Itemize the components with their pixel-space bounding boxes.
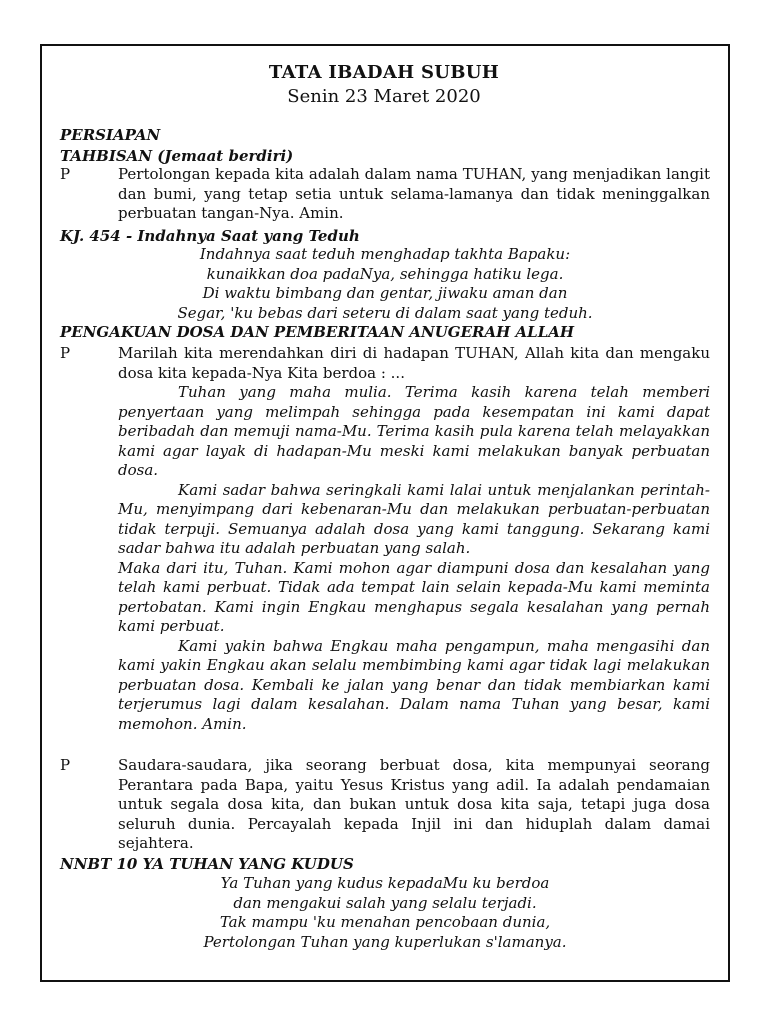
verse-line: Ya Tuhan yang kudus kepadaMu ku berdoa	[220, 874, 550, 892]
page-date: Senin 23 Maret 2020	[287, 86, 481, 107]
verse-line: Pertolongan Tuhan yang kuperlukan s'lamanya.	[203, 932, 567, 951]
heading-pengakuan-dosa: PENGAKUAN DOSA DAN PEMBERITAAN ANUGERAH ALLAH	[60, 323, 575, 341]
speaker-marker: P	[60, 165, 71, 183]
verse-line: Tak mampu 'ku menahan pencobaan dunia,	[219, 913, 551, 931]
speaker-marker: P	[60, 344, 71, 362]
speaker-marker: P	[60, 756, 71, 774]
prayer-paragraph-2: Kami sadar bahwa seringkali kami lalai untuk menjalankan perintah-Mu, menyimpang dari kebenaran-Mu dan melakukan perbuatan-perbuatan tidak terpuji. Semuanya adalah dosa yang kami tanggung. Sekarang kami sadar bahwa itu adalah perbuatan yang salah.	[118, 480, 710, 557]
heading-nnbt-10: NNBT 10 YA TUHAN YANG KUDUS	[60, 855, 354, 873]
anugerah-text: Saudara-saudara, jika seorang berbuat dosa, kita mempunyai seorang Perantara pada Bapa, yaitu Yesus Kristus yang adil. Ia adalah pendamaian untuk segala dosa kita, dan bukan untuk dosa kita saja, tetapi juga dosa seluruh dunia. Percayalah kepada Injil ini dan hiduplah dalam damai sejahtera.	[118, 756, 710, 852]
hymn-verse-nnbt	[60, 874, 710, 952]
verse-line: kunaikkan doa padaNya, sehingga hatiku lega.	[206, 264, 564, 283]
prayer-paragraph-1: Tuhan yang maha mulia. Terima kasih karena telah memberi penyertaan yang melimpah sehingga pada kesempatan ini kami dapat beribadah dan memuji nama-Mu. Terima kasih pula karena telah melayakkan kami agar layak di hadapan-Mu meski kami melakukan banyak perbuatan dosa.	[118, 383, 710, 479]
pengakuan-intro: Marilah kita merendahkan diri di hadapan TUHAN, Allah kita dan mengaku dosa kita kepada-Nya Kita berdoa : ...	[118, 344, 710, 382]
prayer-paragraph-4: Kami yakin bahwa Engkau maha pengampun, maha mengasihi dan kami yakin Engkau akan selalu membimbing kami agar tidak lagi melakukan perbuatan dosa. Kembali ke jalan yang benar dan tidak membiarkan kami terjerumus lagi dalam kesalahan. Dalam nama Tuhan yang besar, kami memohon. Amin.	[118, 636, 710, 733]
prayer-paragraph-3: Maka dari itu, Tuhan. Kami mohon agar diampuni dosa dan kesalahan yang telah kami perbuat. Tidak ada tempat lain selain kepada-Mu kami meminta pertobatan. Kami ingin Engkau menghapus segala kesalahan yang pernah kami perbuat.	[118, 558, 710, 635]
verse-line: dan mengakui salah yang selalu terjadi.	[233, 893, 537, 912]
prayer-text	[118, 383, 710, 734]
verse-line: Di waktu bimbang dan gentar, jiwaku aman dan	[202, 284, 568, 302]
heading-kj-454: KJ. 454 - Indahnya Saat yang Teduh	[60, 227, 360, 245]
verse-line: Segar, 'ku bebas dari seteru di dalam saat yang teduh.	[177, 303, 593, 322]
heading-tahbisan: TAHBISAN (Jemaat berdiri)	[60, 147, 294, 165]
page-title: TATA IBADAH SUBUH	[268, 62, 500, 83]
hymn-verse-kj	[60, 245, 710, 323]
tahbisan-text: Pertolongan kepada kita adalah dalam nama TUHAN, yang menjadikan langit dan bumi, yang tetap setia untuk selama-lamanya dan tidak meninggalkan perbuatan tangan-Nya. Amin.	[118, 165, 710, 222]
verse-line: Indahnya saat teduh menghadap takhta Bapaku:	[199, 245, 571, 263]
heading-persiapan: PERSIAPAN	[60, 126, 161, 144]
